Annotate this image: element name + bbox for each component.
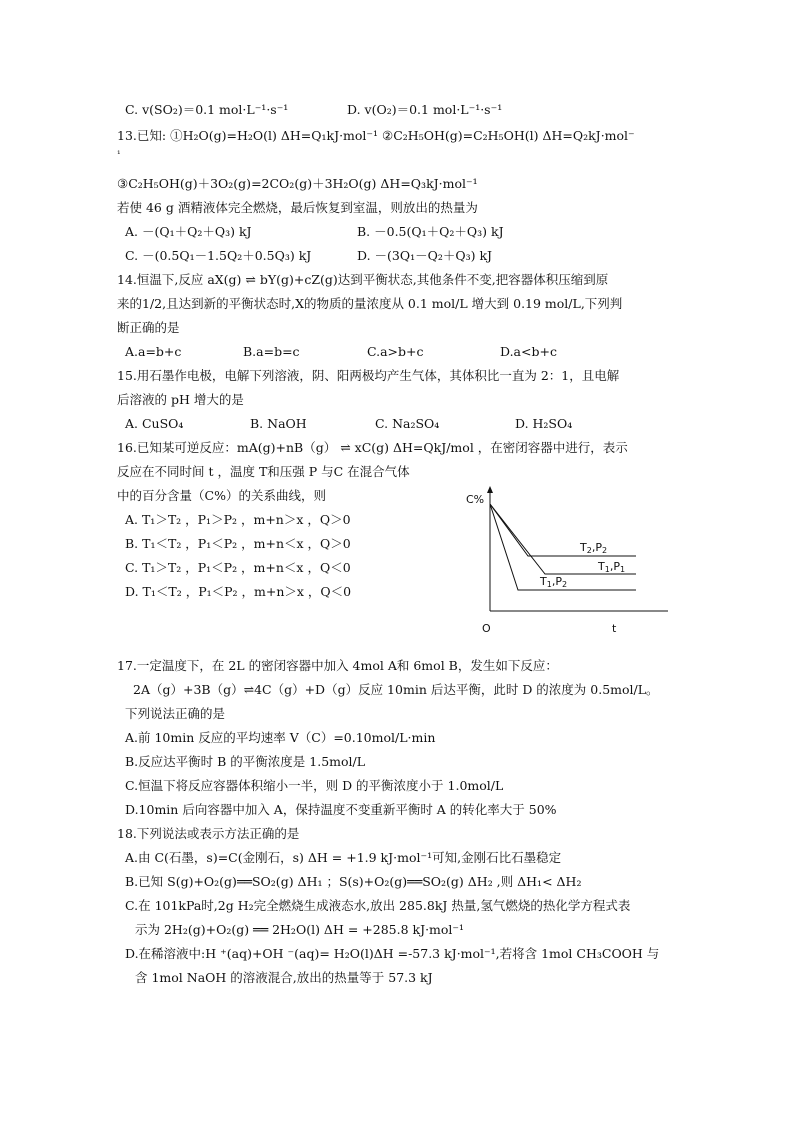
q15-option-a: A. CuSO₄ [125,416,184,431]
q15-stem-line-2: 后溶液的 pH 增大的是 [117,392,244,407]
q16-option-a: A. T₁＞T₂ ，P₁＞P₂ ，m+n＞x ，Q＞0 [125,512,351,527]
q17-stem-line-3: 下列说法正确的是 [125,706,226,721]
q17-stem-line-2: 2A（g）+3B（g）⇌4C（g）+D（g）反应 10min 后达平衡，此时 D 的浓度为 0.5mol/L。 [133,682,659,697]
y-axis-arrow-icon [487,486,493,493]
curve-label-t2-p2: T2,P2 [580,541,608,555]
q13-stem-line-1: 13.已知: ①H₂O(g)=H₂O(l) ΔH=Q₁kJ·mol⁻¹ ②C₂H₅OH(g)=C₂H₅OH(l) ΔH=Q₂kJ·mol⁻ [117,128,635,143]
q14-stem-line-2: 来的1/2,且达到新的平衡状态时,X的物质的量浓度从 0.1 mol/L 增大到 0.19 mol/L,下列判 [117,296,623,311]
q18-option-b: B.已知 S(g)+O₂(g)══SO₂(g) ΔH₁ ；S(s)+O₂(g)══SO₂(g) ΔH₂ ,则 ΔH₁< ΔH₂ [125,874,582,889]
x-axis-label: t [612,622,617,635]
q13-option-b: B. －0.5(Q₁＋Q₂＋Q₃) kJ [357,224,504,239]
q14-option-d: D.a<b+c [500,344,557,359]
curve-label-t1-p2: T1,P2 [540,575,568,589]
q17-stem-line-1: 17.一定温度下，在 2L 的密闭容器中加入 4mol A和 6mol B，发生如下反应： [117,658,558,673]
q17-option-a: A.前 10min 反应的平均速率 V（C）=0.10mol/L·min [125,730,436,745]
q14-option-b: B.a=b=c [243,344,300,359]
q15-stem-line-1: 15.用石墨作电极，电解下列溶液，阴、阳两极均产生气体，其体积比一直为 2：1，且电解 [117,368,620,383]
q16-stem-line-1: 16.已知某可逆反应：mA(g)+nB（g） ⇌ xC(g) ΔH=QkJ/mol ，在密闭容器中进行，表示 [117,440,628,455]
q13-stem-line-3: 若使 46 g 酒精液体完全燃烧，最后恢复到室温，则放出的热量为 [117,200,478,215]
q16-option-c: C. T₁＞T₂ ，P₁＜P₂ ，m+n＜x ，Q＜0 [125,560,351,575]
q13-stem-line-2: ③C₂H₅OH(g)＋3O₂(g)=2CO₂(g)＋3H₂O(g) ΔH=Q₃kJ·mol⁻¹ [117,176,478,191]
q14-option-c: C.a>b+c [367,344,424,359]
q12-option-c: C. v(SO₂)＝0.1 mol·L⁻¹·s⁻¹ [125,102,289,117]
q16-option-b: B. T₁＜T₂ ，P₁＜P₂ ，m+n＜x ，Q＞0 [125,536,351,551]
q18-option-c-line-2: 示为 2H₂(g)+O₂(g) ══ 2H₂O(l) ΔH = +285.8 kJ·mol⁻¹ [135,922,465,937]
q13-option-d: D. －(3Q₁－Q₂＋Q₃) kJ [357,248,493,263]
q13-stem-wrap: ¹ [117,150,121,160]
q16-stem-line-2: 反应在不同时间 t ，温度 T和压强 P 与C 在混合气体 [117,464,410,479]
curve-label-t1-p1: T1,P1 [598,560,626,574]
q14-stem-line-1: 14.恒温下,反应 aX(g) ⇌ bY(g)+cZ(g)达到平衡状态,其他条件不变,把容器体积压缩到原 [117,272,609,287]
curve-t1-p2 [490,504,636,590]
q18-option-a: A.由 C(石墨，s)=C(金刚石，s) ΔH = +1.9 kJ·mol⁻¹可知,金刚石比石墨稳定 [125,850,562,865]
q17-option-c: C.恒温下将反应容器体积缩小一半，则 D 的平衡浓度小于 1.0mol/L [125,778,504,793]
q14-option-a: A.a=b+c [125,344,182,359]
q13-option-c: C. －(0.5Q₁－1.5Q₂＋0.5Q₃) kJ [125,248,312,263]
q15-option-c: C. Na₂SO₄ [375,416,440,431]
curve-t2-p2 [490,504,636,556]
y-axis-label: C% [466,493,485,506]
q12-option-d: D. v(O₂)＝0.1 mol·L⁻¹·s⁻¹ [347,102,503,117]
q13-option-a: A. －(Q₁＋Q₂＋Q₃) kJ [125,224,252,239]
origin-label: O [482,622,491,635]
q15-option-b: B. NaOH [250,416,307,431]
q18-option-c-line-1: C.在 101kPa时,2g H₂完全燃烧生成液态水,放出 285.8kJ 热量,氢气燃烧的热化学方程式表 [125,898,631,913]
q16-stem-line-3: 中的百分含量（C%）的关系曲线，则 [117,488,326,503]
q14-stem-line-3: 断正确的是 [117,320,180,335]
q15-option-d: D. H₂SO₄ [515,416,573,431]
q18-stem: 18.下列说法或表示方法正确的是 [117,826,300,841]
q18-option-d-line-2: 含 1mol NaOH 的溶液混合,放出的热量等于 57.3 kJ [135,970,433,985]
q16-graph [450,486,670,636]
q18-option-d-line-1: D.在稀溶液中:H ⁺(aq)+OH ⁻(aq)= H₂O(l)ΔH =-57.3 kJ·mol⁻¹,若将含 1mol CH₃COOH 与 [125,946,660,961]
q17-option-b: B.反应达平衡时 B 的平衡浓度是 1.5mol/L [125,754,366,769]
q16-option-d: D. T₁＜T₂ ，P₁＜P₂ ，m+n＞x ，Q＜0 [125,584,352,599]
q17-option-d: D.10min 后向容器中加入 A，保持温度不变重新平衡时 A 的转化率大于 50% [125,802,557,817]
